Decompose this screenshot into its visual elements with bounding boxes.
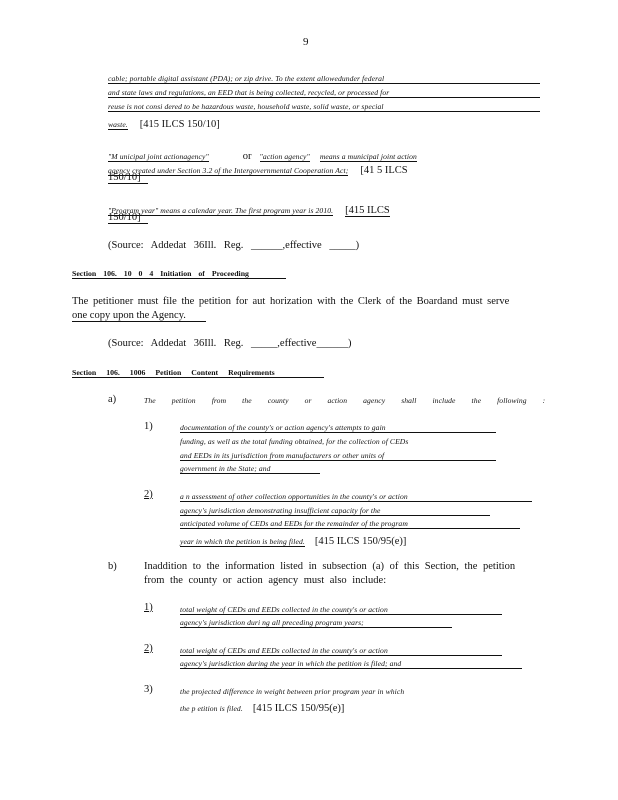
list-item-line: year in which the petition is being filed. [180, 537, 305, 546]
section-heading: Section 106. 10 0 4 Initiation of Proceeding [72, 269, 286, 279]
definition-municipal-line2 [108, 160, 408, 178]
definition-program-year [108, 200, 390, 218]
list-item-line: agency's jurisdiction during the year in which the petition is filed; and [180, 659, 522, 669]
list-item-line: total weight of CEDs and EEDs collected in the county's or action [180, 646, 502, 656]
source-note: (Source: Addedat 36Ill. Reg. ______,effective _____) [108, 240, 360, 251]
list-item-line: government in the State; and [180, 464, 320, 474]
citation: [415 ILCS 150/10] [139, 119, 220, 130]
list-item-last-line [180, 531, 406, 549]
list-marker: 2) [144, 489, 153, 500]
definition-last-line [108, 114, 220, 132]
list-item-text: Inaddition to the information listed in subsection (a) of this Section, the petition [144, 561, 516, 572]
definition-text: means a municipal joint action [319, 152, 417, 161]
list-item-text: from the county or action agency must also include: [144, 575, 387, 586]
definition-line: and state laws and regulations, an EED that is being collected, recycled, or processed for [108, 88, 540, 98]
citation: 150/10] [108, 172, 148, 184]
citation: [41 5 ILCS [360, 165, 408, 176]
list-item-line: agency's jurisdiction demonstrating insufficient capacity for the [180, 506, 490, 516]
list-item-line: total weight of CEDs and EEDs collected in the county's or action [180, 605, 502, 615]
list-item-line: a n assessment of other collection opportunities in the county's or action [180, 492, 532, 502]
section-body: one copy upon the Agency. [72, 310, 206, 322]
definition-line: waste. [108, 120, 128, 129]
citation: 150/10] [108, 212, 148, 224]
list-item-line: funding, as well as the total funding obtained, for the collection of CEDs [180, 437, 409, 446]
list-item-last-line [180, 698, 344, 716]
definition-text: "Program year" means a calendar year. The first program year is 2010. [108, 206, 334, 215]
page-number: 9 [303, 36, 309, 48]
source-note: (Source: Addedat 36Ill. Reg. _____,effective______) [108, 338, 352, 349]
list-marker: b) [108, 561, 117, 572]
section-heading: Section 106. 1006 Petition Content Requirements [72, 368, 324, 378]
list-marker: a) [108, 394, 117, 405]
list-item-line: anticipated volume of CEDs and EEDs for the remainder of the program [180, 519, 520, 529]
list-item-text: The petition from the county or action agency shall include the following : [144, 396, 546, 405]
definition-line: cable; portable digital assistant (PDA); or zip drive. To the extent allowedunder federal [108, 74, 540, 84]
definition-term: "M unicipal joint actionagency" [108, 152, 209, 161]
list-marker: 1) [144, 602, 153, 613]
list-item-line: the p etition is filed. [180, 704, 243, 713]
list-marker: 2) [144, 643, 153, 654]
definition-line: reuse is not consi dered to be hazardous waste, household waste, solid waste, or special [108, 102, 540, 112]
definition-text: agency created under Section 3.2 of the Intergovernmental Cooperation Act; [108, 166, 349, 175]
list-marker: 1) [144, 421, 153, 432]
or-text: or [242, 151, 252, 162]
citation: [415 ILCS 150/95(e)] [314, 536, 407, 547]
citation: [415 ILCS 150/95(e)] [252, 703, 345, 714]
citation: [415 ILCS [345, 205, 390, 216]
list-item-line: and EEDs in its jurisdiction from manufacturers or other units of [180, 451, 496, 461]
list-item-line: agency's jurisdiction duri ng all preceding program years; [180, 618, 452, 628]
list-item-line: the projected difference in weight between prior program year in which [180, 687, 405, 696]
list-marker: 3) [144, 684, 153, 695]
list-item-line: documentation of the county's or action agency's attempts to gain [180, 423, 496, 433]
section-body: The petitioner must file the petition for aut horization with the Clerk of the Boardand must serve [72, 296, 510, 307]
definition-term: "action agency" [259, 152, 310, 161]
